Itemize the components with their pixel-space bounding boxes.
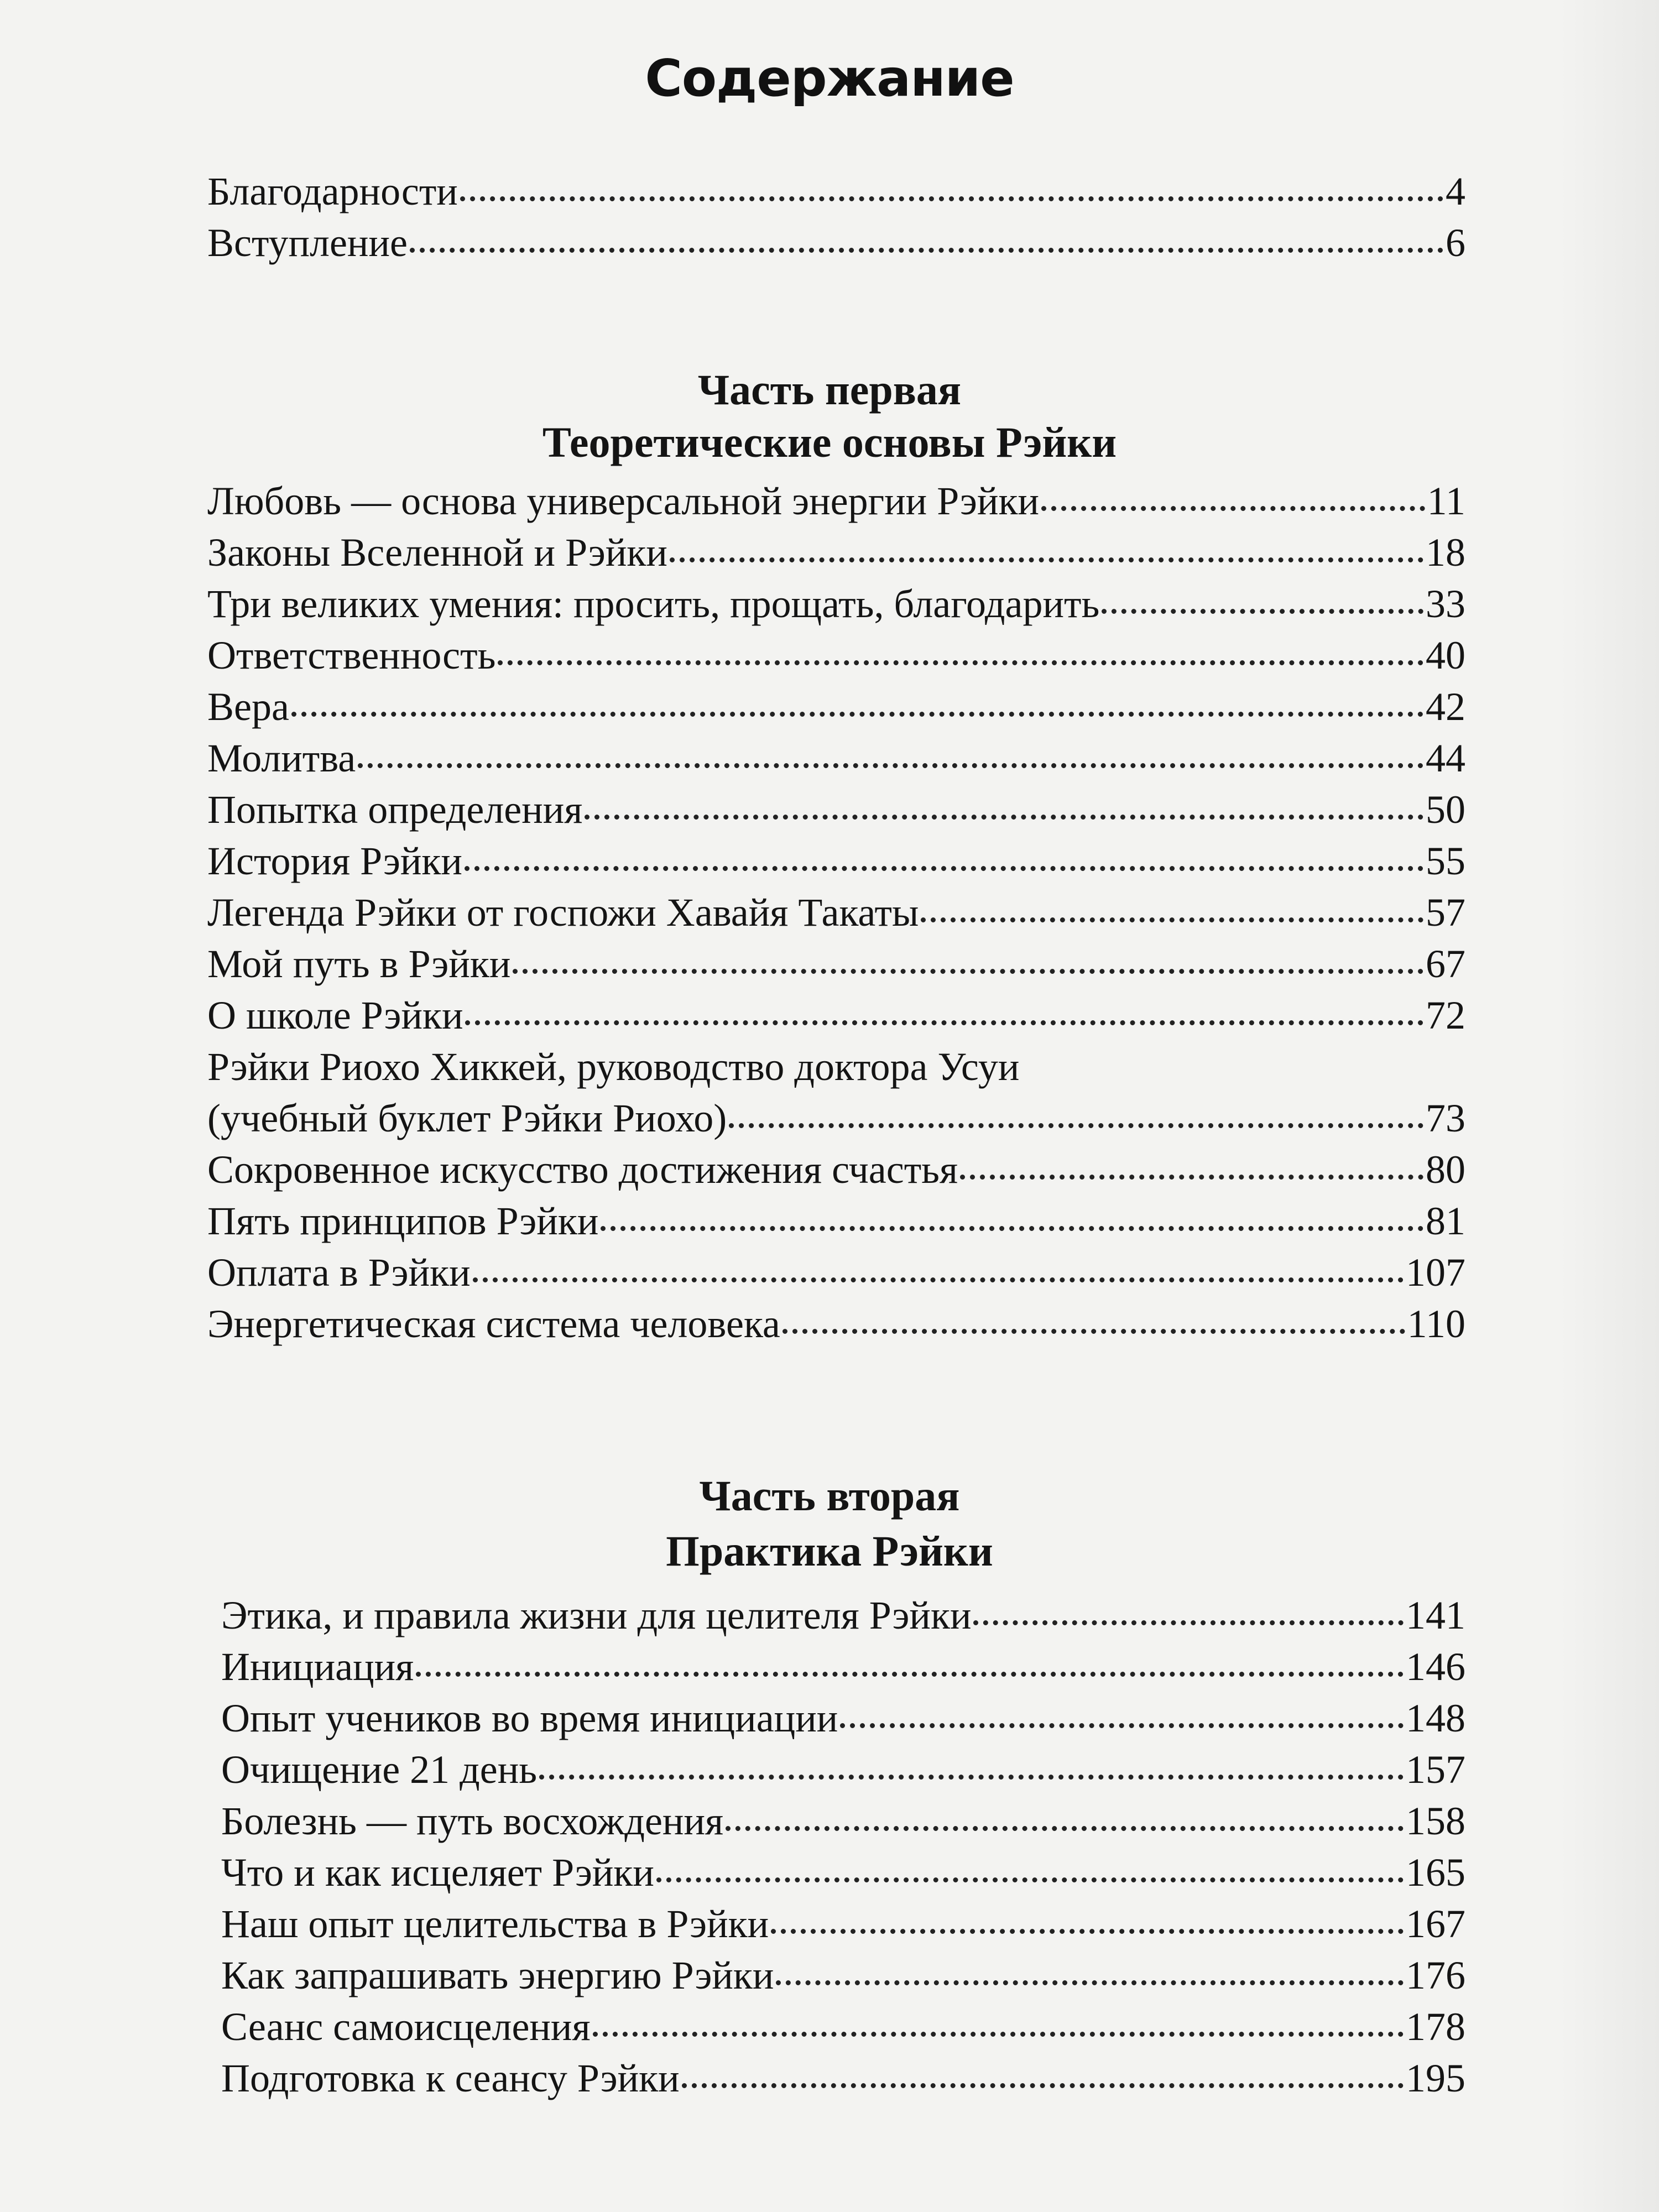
toc-entry-page: 50 bbox=[1426, 787, 1465, 832]
dot-leader bbox=[585, 814, 1423, 820]
toc-entry-title: Наш опыт целительства в Рэйки bbox=[221, 1902, 769, 1946]
toc-entry-page: 110 bbox=[1407, 1302, 1465, 1346]
toc-entry-page: 72 bbox=[1426, 993, 1465, 1037]
dot-leader bbox=[1102, 608, 1423, 614]
toc-entry-page: 11 bbox=[1427, 479, 1465, 523]
dot-leader bbox=[670, 557, 1423, 562]
toc-entry-page: 157 bbox=[1406, 1747, 1465, 1792]
dot-leader bbox=[726, 1825, 1404, 1831]
toc-part2 bbox=[221, 1590, 1465, 2104]
toc-entry bbox=[207, 630, 1465, 681]
toc-entry-page: 178 bbox=[1406, 2005, 1465, 2049]
toc-entry-title: Легенда Рэйки от госпожи Хавайя Такаты bbox=[207, 890, 919, 935]
dot-leader bbox=[593, 2031, 1404, 2037]
toc-entry-title: Благодарности bbox=[207, 169, 458, 213]
toc-entry-page: 195 bbox=[1406, 2056, 1465, 2100]
dot-leader bbox=[410, 247, 1443, 253]
toc-entry-title: Энергетическая система человека bbox=[207, 1302, 780, 1346]
toc-entry bbox=[207, 578, 1465, 630]
dot-leader bbox=[416, 1671, 1404, 1677]
dot-leader bbox=[498, 660, 1423, 665]
dot-leader bbox=[729, 1123, 1423, 1128]
toc-entry-page: 107 bbox=[1406, 1250, 1465, 1295]
dot-leader bbox=[460, 196, 1443, 201]
toc-entry-title: О школе Рэйки bbox=[207, 993, 463, 1037]
toc-entry bbox=[221, 2001, 1465, 2053]
toc-entry-title: (учебный буклет Рэйки Риохо) bbox=[207, 1096, 727, 1140]
toc-entry-title: Что и как исцеляет Рэйки bbox=[221, 1850, 654, 1895]
part1-subheading: Теоретические основы Рэйки bbox=[542, 418, 1117, 466]
toc-entry-page: 148 bbox=[1406, 1696, 1465, 1740]
part2-heading: Часть вторая bbox=[699, 1472, 960, 1520]
toc-entry bbox=[207, 681, 1465, 733]
toc-entry bbox=[207, 1093, 1465, 1144]
toc-entry-title: Три великих умения: просить, прощать, благодарить bbox=[207, 582, 1100, 626]
toc-entry-page: 141 bbox=[1406, 1593, 1465, 1637]
toc-entry-page: 33 bbox=[1426, 582, 1465, 626]
dot-leader bbox=[960, 1174, 1423, 1180]
toc-entry-title: Сеанс самоисцеления bbox=[221, 2005, 591, 2049]
toc-entry-page: 167 bbox=[1406, 1902, 1465, 1946]
toc-entry-page: 44 bbox=[1426, 736, 1465, 780]
toc-entry bbox=[207, 476, 1465, 527]
toc-entry-title: Инициация bbox=[221, 1645, 414, 1689]
toc-entry-title: Пять принципов Рэйки bbox=[207, 1199, 599, 1243]
dot-leader bbox=[771, 1928, 1404, 1934]
dot-leader bbox=[513, 968, 1423, 974]
toc-entry-title: Мой путь в Рэйки bbox=[207, 942, 511, 986]
dot-leader bbox=[601, 1225, 1423, 1231]
toc-entry-title: Как запрашивать энергию Рэйки bbox=[221, 1953, 774, 1997]
dot-leader bbox=[358, 763, 1423, 768]
toc-entry-page: 18 bbox=[1426, 530, 1465, 575]
toc-entry bbox=[221, 1950, 1465, 2001]
dot-leader bbox=[973, 1620, 1404, 1625]
toc-entry-title: История Рэйки bbox=[207, 839, 462, 883]
toc-entry-title: Опыт учеников во время инициации bbox=[221, 1696, 838, 1740]
toc-part1 bbox=[207, 476, 1465, 1350]
dot-leader bbox=[291, 711, 1423, 717]
toc-entry-page: 146 bbox=[1406, 1645, 1465, 1689]
toc-entry-page: 6 bbox=[1446, 221, 1465, 265]
dot-leader bbox=[776, 1980, 1404, 1985]
toc-entry bbox=[221, 1641, 1465, 1693]
toc-entry-title: Очищение 21 день bbox=[221, 1747, 538, 1792]
toc-entry-title: Сокровенное искусство достижения счастья bbox=[207, 1147, 958, 1192]
toc-entry bbox=[207, 784, 1465, 836]
dot-leader bbox=[465, 865, 1423, 871]
toc-entry-page: 81 bbox=[1426, 1199, 1465, 1243]
dot-leader bbox=[1041, 505, 1425, 511]
toc-entry bbox=[221, 1898, 1465, 1950]
toc-entry bbox=[207, 733, 1465, 784]
page-title: Содержание bbox=[645, 49, 1014, 108]
toc-entry-title: Законы Вселенной и Рэйки bbox=[207, 530, 667, 575]
toc-entry-page: 40 bbox=[1426, 633, 1465, 677]
toc-entry-title: Любовь — основа универсальной энергии Рэйки bbox=[207, 479, 1039, 523]
toc-entry bbox=[207, 217, 1465, 269]
toc-entry-page: 4 bbox=[1446, 169, 1465, 213]
toc-intro bbox=[207, 166, 1465, 269]
dot-leader bbox=[782, 1328, 1405, 1334]
toc-entry bbox=[221, 2053, 1465, 2104]
toc-entry-title: Ответственность bbox=[207, 633, 496, 677]
toc-entry bbox=[207, 887, 1465, 938]
page-edge bbox=[1559, 0, 1659, 2212]
toc-entry-page: 176 bbox=[1406, 1953, 1465, 1997]
part1-heading: Часть первая bbox=[697, 366, 962, 414]
toc-entry bbox=[207, 1041, 1465, 1093]
toc-entry bbox=[207, 1144, 1465, 1196]
dot-leader bbox=[840, 1723, 1404, 1728]
toc-entry bbox=[207, 1196, 1465, 1247]
toc-entry bbox=[207, 1247, 1465, 1298]
part2-subheading: Практика Рэйки bbox=[666, 1527, 993, 1575]
toc-entry bbox=[221, 1796, 1465, 1847]
dot-leader bbox=[921, 917, 1423, 922]
toc-entry bbox=[207, 166, 1465, 217]
toc-entry-page: 42 bbox=[1426, 685, 1465, 729]
toc-entry bbox=[221, 1590, 1465, 1641]
dot-leader bbox=[682, 2083, 1404, 2088]
dot-leader bbox=[473, 1277, 1404, 1282]
toc-entry-title: Подготовка к сеансу Рэйки bbox=[221, 2056, 680, 2100]
dot-leader bbox=[465, 1020, 1423, 1025]
toc-entry bbox=[221, 1847, 1465, 1898]
toc-entry-page: 57 bbox=[1426, 890, 1465, 935]
toc-entry-page: 67 bbox=[1426, 942, 1465, 986]
toc-entry bbox=[207, 938, 1465, 990]
dot-leader bbox=[656, 1877, 1404, 1882]
toc-entry-title: Вера bbox=[207, 685, 289, 729]
dot-leader bbox=[539, 1774, 1404, 1780]
toc-entry bbox=[207, 836, 1465, 887]
toc-entry bbox=[207, 990, 1465, 1041]
toc-entry-page: 165 bbox=[1406, 1850, 1465, 1895]
toc-entry bbox=[207, 527, 1465, 578]
toc-entry bbox=[221, 1744, 1465, 1796]
toc-entry-title: Рэйки Риохо Хиккей, руководство доктора Усуи bbox=[207, 1045, 1020, 1089]
toc-entry-title: Этика, и правила жизни для целителя Рэйки bbox=[221, 1593, 972, 1637]
toc-entry-title: Молитва bbox=[207, 736, 356, 780]
toc-entry-page: 80 bbox=[1426, 1147, 1465, 1192]
toc-entry-title: Попытка определения bbox=[207, 787, 583, 832]
toc-entry bbox=[221, 1693, 1465, 1744]
toc-entry-page: 73 bbox=[1426, 1096, 1465, 1140]
toc-entry-title: Вступление bbox=[207, 221, 408, 265]
toc-entry-page: 55 bbox=[1426, 839, 1465, 883]
toc-entry-title: Оплата в Рэйки bbox=[207, 1250, 471, 1295]
toc-entry-page: 158 bbox=[1406, 1799, 1465, 1843]
toc-entry-title: Болезнь — путь восхождения bbox=[221, 1799, 724, 1843]
toc-entry bbox=[207, 1298, 1465, 1350]
